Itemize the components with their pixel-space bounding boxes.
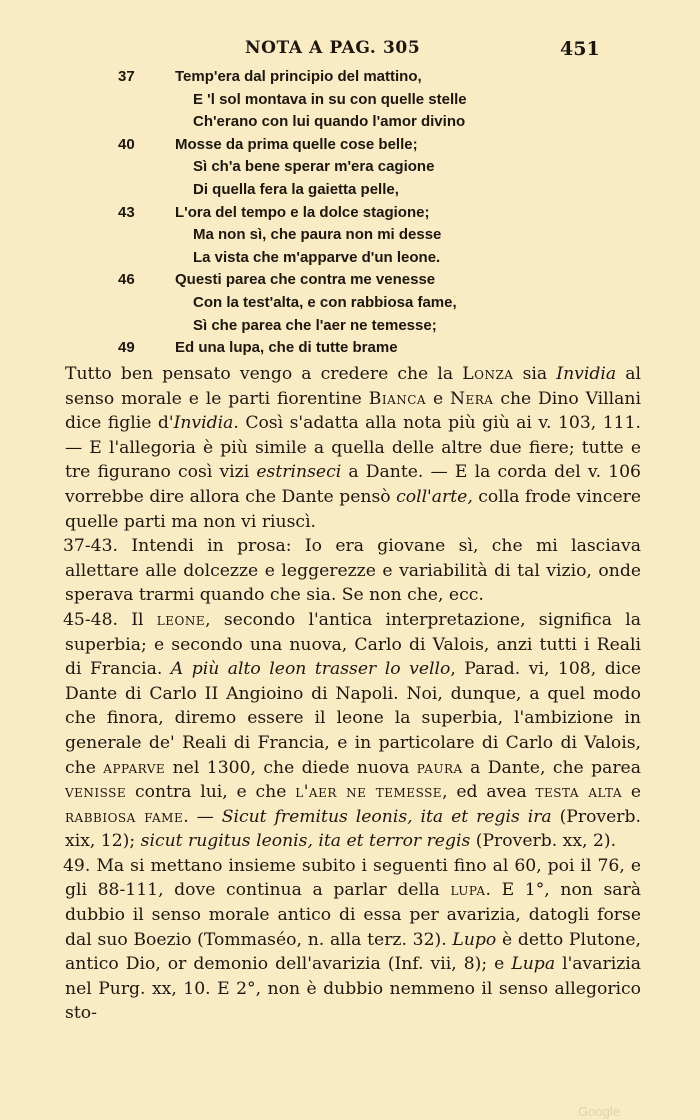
small-caps-text: l'aer ne temesse [295, 782, 443, 803]
commentary-paragraph [65, 608, 641, 854]
running-title: NOTA A PAG. 305 [245, 38, 421, 58]
text-run: . E 1°, non sarà dubbio il senso morale antico di essa per avarizia, datogli forse dal suo Boezio (Tommaséo, n. alla terz. 32). [65, 880, 642, 950]
small-caps-text: Lonza [462, 364, 514, 384]
verse-text: Mosse da prima quelle cose belle; [175, 135, 418, 153]
small-caps-text: Nera [449, 388, 494, 409]
small-caps-text: paura [416, 757, 463, 778]
verse-line [0, 202, 700, 225]
verse-text: L'ora del tempo e la dolce stagione; [175, 203, 430, 221]
small-caps-text: leone [156, 609, 206, 630]
verse-line [0, 134, 700, 157]
commentary-paragraph [65, 362, 641, 534]
text-run: 49. Ma si mettano insieme subito i seguenti fino al 60, poi il 76, e gli 88-111, dove continua a parlar della [63, 855, 641, 901]
verse-text: Questi parea che contra me venesse [175, 271, 436, 289]
text-run: e [622, 782, 642, 803]
text-run: nel 1300, che diede nuova [165, 757, 417, 778]
verse-line [0, 315, 700, 338]
verse-line [0, 337, 700, 360]
verse-line [0, 89, 700, 112]
verse-line [0, 292, 700, 315]
text-run: a Dante. — E la corda del v. 106 vorrebbe dire allora che Dante pensò [65, 462, 641, 507]
text-run: . Così s'adatta alla nota più giù ai v. 103, 111. — E l'allegoria è più simile a quella delle altre due fiere; tutte e tre figurano così vizi [65, 413, 641, 483]
text-run: 45-48. Il [63, 609, 157, 630]
text-run: colla frode vincere quelle parti ma non vi riuscì. [65, 486, 641, 532]
page-number: 451 [560, 38, 600, 60]
small-caps-text: testa alta [535, 782, 623, 803]
verse-line [0, 66, 700, 89]
verse-text: Ch'erano con lui quando l'amor divino [193, 113, 466, 131]
verse-line [0, 224, 700, 247]
verse-number: 40 [118, 135, 135, 153]
text-run: a Dante, che parea [462, 757, 641, 778]
text-run: . — [183, 806, 222, 827]
verse-number: 43 [118, 203, 135, 221]
verse-line [0, 269, 700, 292]
text-run: 37-43. Intendi in prosa: Io era giovane sì, che mi lasciava allettare alle dolcezze e leggerezze e variabilità di tal vizio, onde sperava trarmi quando che sia. Se non che, ecc. [63, 536, 641, 606]
small-caps-text: Bianca [368, 388, 427, 409]
verse-number: 37 [118, 68, 135, 85]
text-run: è detto Plutone, antico Dio, or demonio dell'avarizia (Inf. vii, 8); e [65, 929, 641, 975]
text-run: l'avarizia nel Purg. xx, 10. E 2°, non è dubbio nemmeno il senso allegorico sto- [65, 954, 642, 1024]
italic-text: Invidia [173, 413, 234, 434]
page-header [0, 38, 700, 64]
italic-text: A più alto leon trasser lo vello [170, 659, 451, 680]
verse-text: Temp'era dal principio del mattino, [175, 68, 422, 85]
italic-text: estrinseci [256, 462, 342, 483]
italic-text: Lupo [452, 929, 497, 950]
text-run: , secondo l'antica interpretazione, significa la superbia; e secondo una nuova, Carlo di Valois, anzi tutti i Reali di Francia. [65, 609, 641, 680]
verse-line [0, 111, 700, 134]
verse-text: Ed una lupa, che di tutte brame [175, 339, 398, 357]
small-caps-text: venisse [65, 782, 127, 803]
small-caps-text: lupa [450, 880, 486, 901]
verse-line [0, 247, 700, 270]
verse-text: Con la test'alta, e con rabbiosa fame, [193, 293, 457, 311]
commentary-paragraph [65, 534, 641, 608]
text-run: sia [513, 364, 557, 384]
watermark: Google [578, 1104, 620, 1119]
italic-text: sicut rugitus leonis, ita et terror regis [140, 831, 471, 852]
text-run: (Proverb. xx, 2). [470, 831, 617, 852]
text-run: al senso morale e le parti fiorentine [65, 364, 641, 409]
commentary-text [65, 362, 641, 1026]
verse-line [0, 156, 700, 179]
verse-text: Sì ch'a bene sperar m'era cagione [193, 158, 435, 176]
text-run: e [426, 388, 450, 409]
verse-text: E 'l sol montava in su con quelle stelle [193, 90, 467, 108]
verse-number: 46 [118, 271, 135, 289]
italic-text: coll'arte, [396, 486, 473, 507]
small-caps-text: rabbiosa fame [65, 806, 184, 827]
text-run: che Dino Villani dice figlie d' [65, 388, 641, 434]
italic-text: Invidia [556, 364, 617, 384]
small-caps-text: apparve [103, 757, 166, 778]
verse-text: Sì che parea che l'aer ne temesse; [193, 316, 437, 334]
verse-text: La vista che m'apparve d'un leone. [193, 248, 441, 266]
text-run: Tutto ben pensato vengo a credere che la [65, 364, 463, 384]
verse-text: Di quella fera la gaietta pelle, [193, 180, 399, 198]
commentary-paragraph [65, 854, 641, 1026]
verse-line [0, 179, 700, 202]
verse-text: Ma non sì, che paura non mi desse [193, 226, 442, 244]
text-run: contra lui, e che [126, 782, 296, 803]
text-run: , Parad. vi, 108, dice Dante di Carlo II Angioino di Napoli. Noi, dunque, a quel modo che finora, diremo essere il leone la superbia, l'ambizione in generale de' Reali di Francia, e in particolare di Carlo di Valois, che [65, 659, 641, 778]
text-run: (Proverb. xix, 12); [65, 806, 641, 852]
italic-text: Sicut fremitus leonis, ita et regis ira [221, 806, 552, 827]
italic-text: Lupa [511, 954, 556, 975]
verse-number: 49 [118, 339, 135, 357]
text-run: , ed avea [442, 782, 536, 803]
verse-block [0, 66, 700, 360]
